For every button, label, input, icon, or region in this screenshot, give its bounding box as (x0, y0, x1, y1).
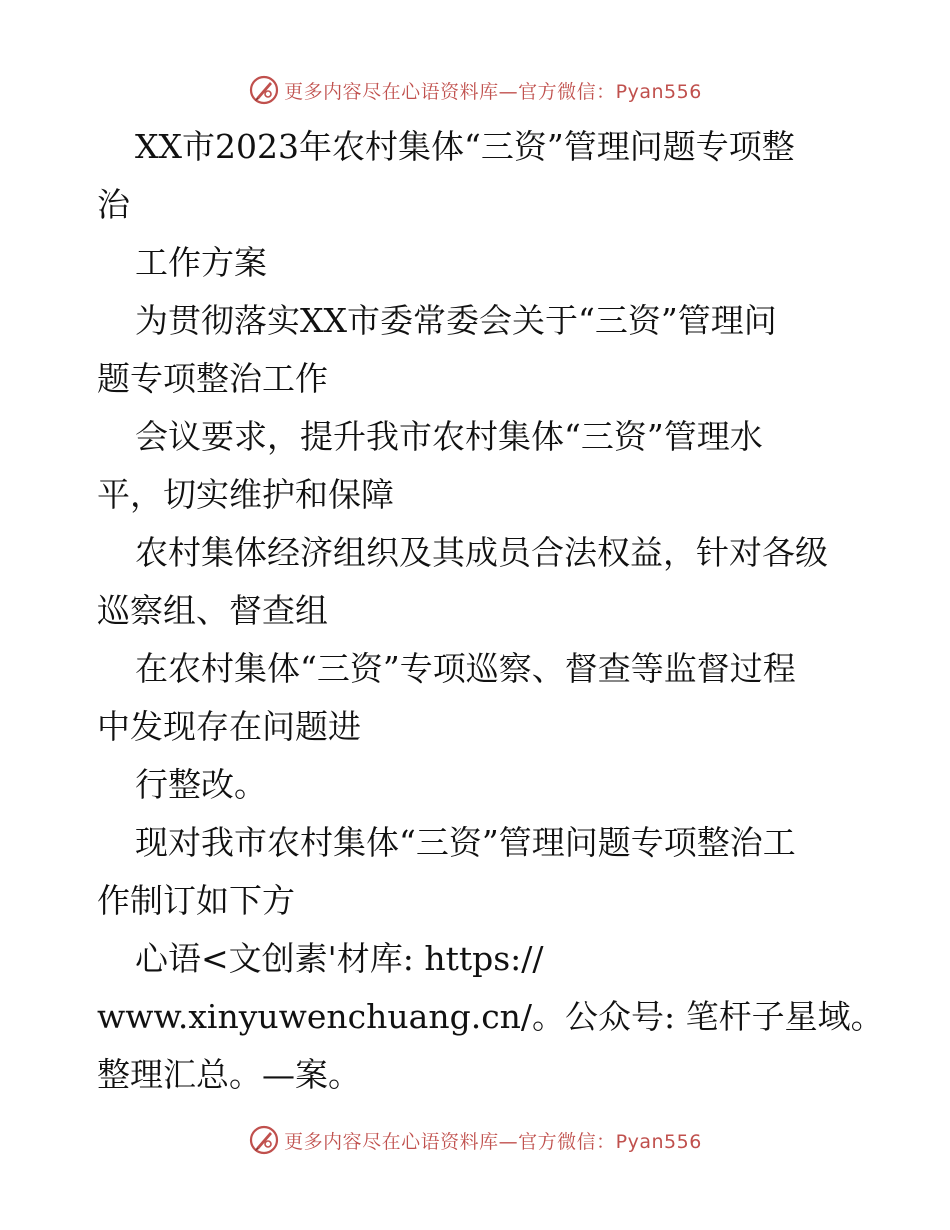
paragraph-line: 会议要求，提升我市农村集体“三资”管理水 (135, 417, 763, 456)
paragraph-line: 平，切实维护和保障 (97, 475, 394, 514)
paragraph-line: 为贯彻落实XX市委常委会关于“三资”管理问 (135, 301, 777, 340)
header-banner (0, 70, 950, 110)
title-line-3: 工作方案 (135, 243, 267, 282)
title-line-1: XX市2023年农村集体“三资”管理问题专项整 (135, 127, 795, 166)
footer-banner-text: 更多内容尽在心语资料库—官方微信：Pyan556 (284, 1130, 702, 1153)
paragraph-line: www.xinyuwenchuang.cn/。公众号: 笔杆子星域。 (97, 997, 884, 1036)
quill-pen-logo-icon (248, 74, 280, 106)
paragraph-line: 整理汇总。—案。 (97, 1055, 361, 1094)
footer-banner (0, 1120, 950, 1160)
paragraph-line: 现对我市农村集体“三资”管理问题专项整治工 (135, 823, 796, 862)
paragraph-line: 心语<文创素'材库: https:// (135, 939, 544, 978)
paragraph-line: 农村集体经济组织及其成员合法权益，针对各级 (135, 533, 828, 572)
header-banner-text: 更多内容尽在心语资料库—官方微信：Pyan556 (284, 80, 702, 103)
paragraph-line: 作制订如下方 (97, 881, 295, 920)
document-body (97, 118, 884, 1104)
paragraph-line: 中发现存在问题进 (97, 707, 361, 746)
paragraph-line: 在农村集体“三资”专项巡察、督查等监督过程 (135, 649, 796, 688)
paragraph-line: 行整改。 (135, 765, 267, 804)
title-line-2: 治 (97, 185, 130, 224)
paragraph-line: 题专项整治工作 (97, 359, 328, 398)
paragraph-line: 巡察组、督查组 (97, 591, 328, 630)
quill-pen-logo-icon (248, 1124, 280, 1156)
